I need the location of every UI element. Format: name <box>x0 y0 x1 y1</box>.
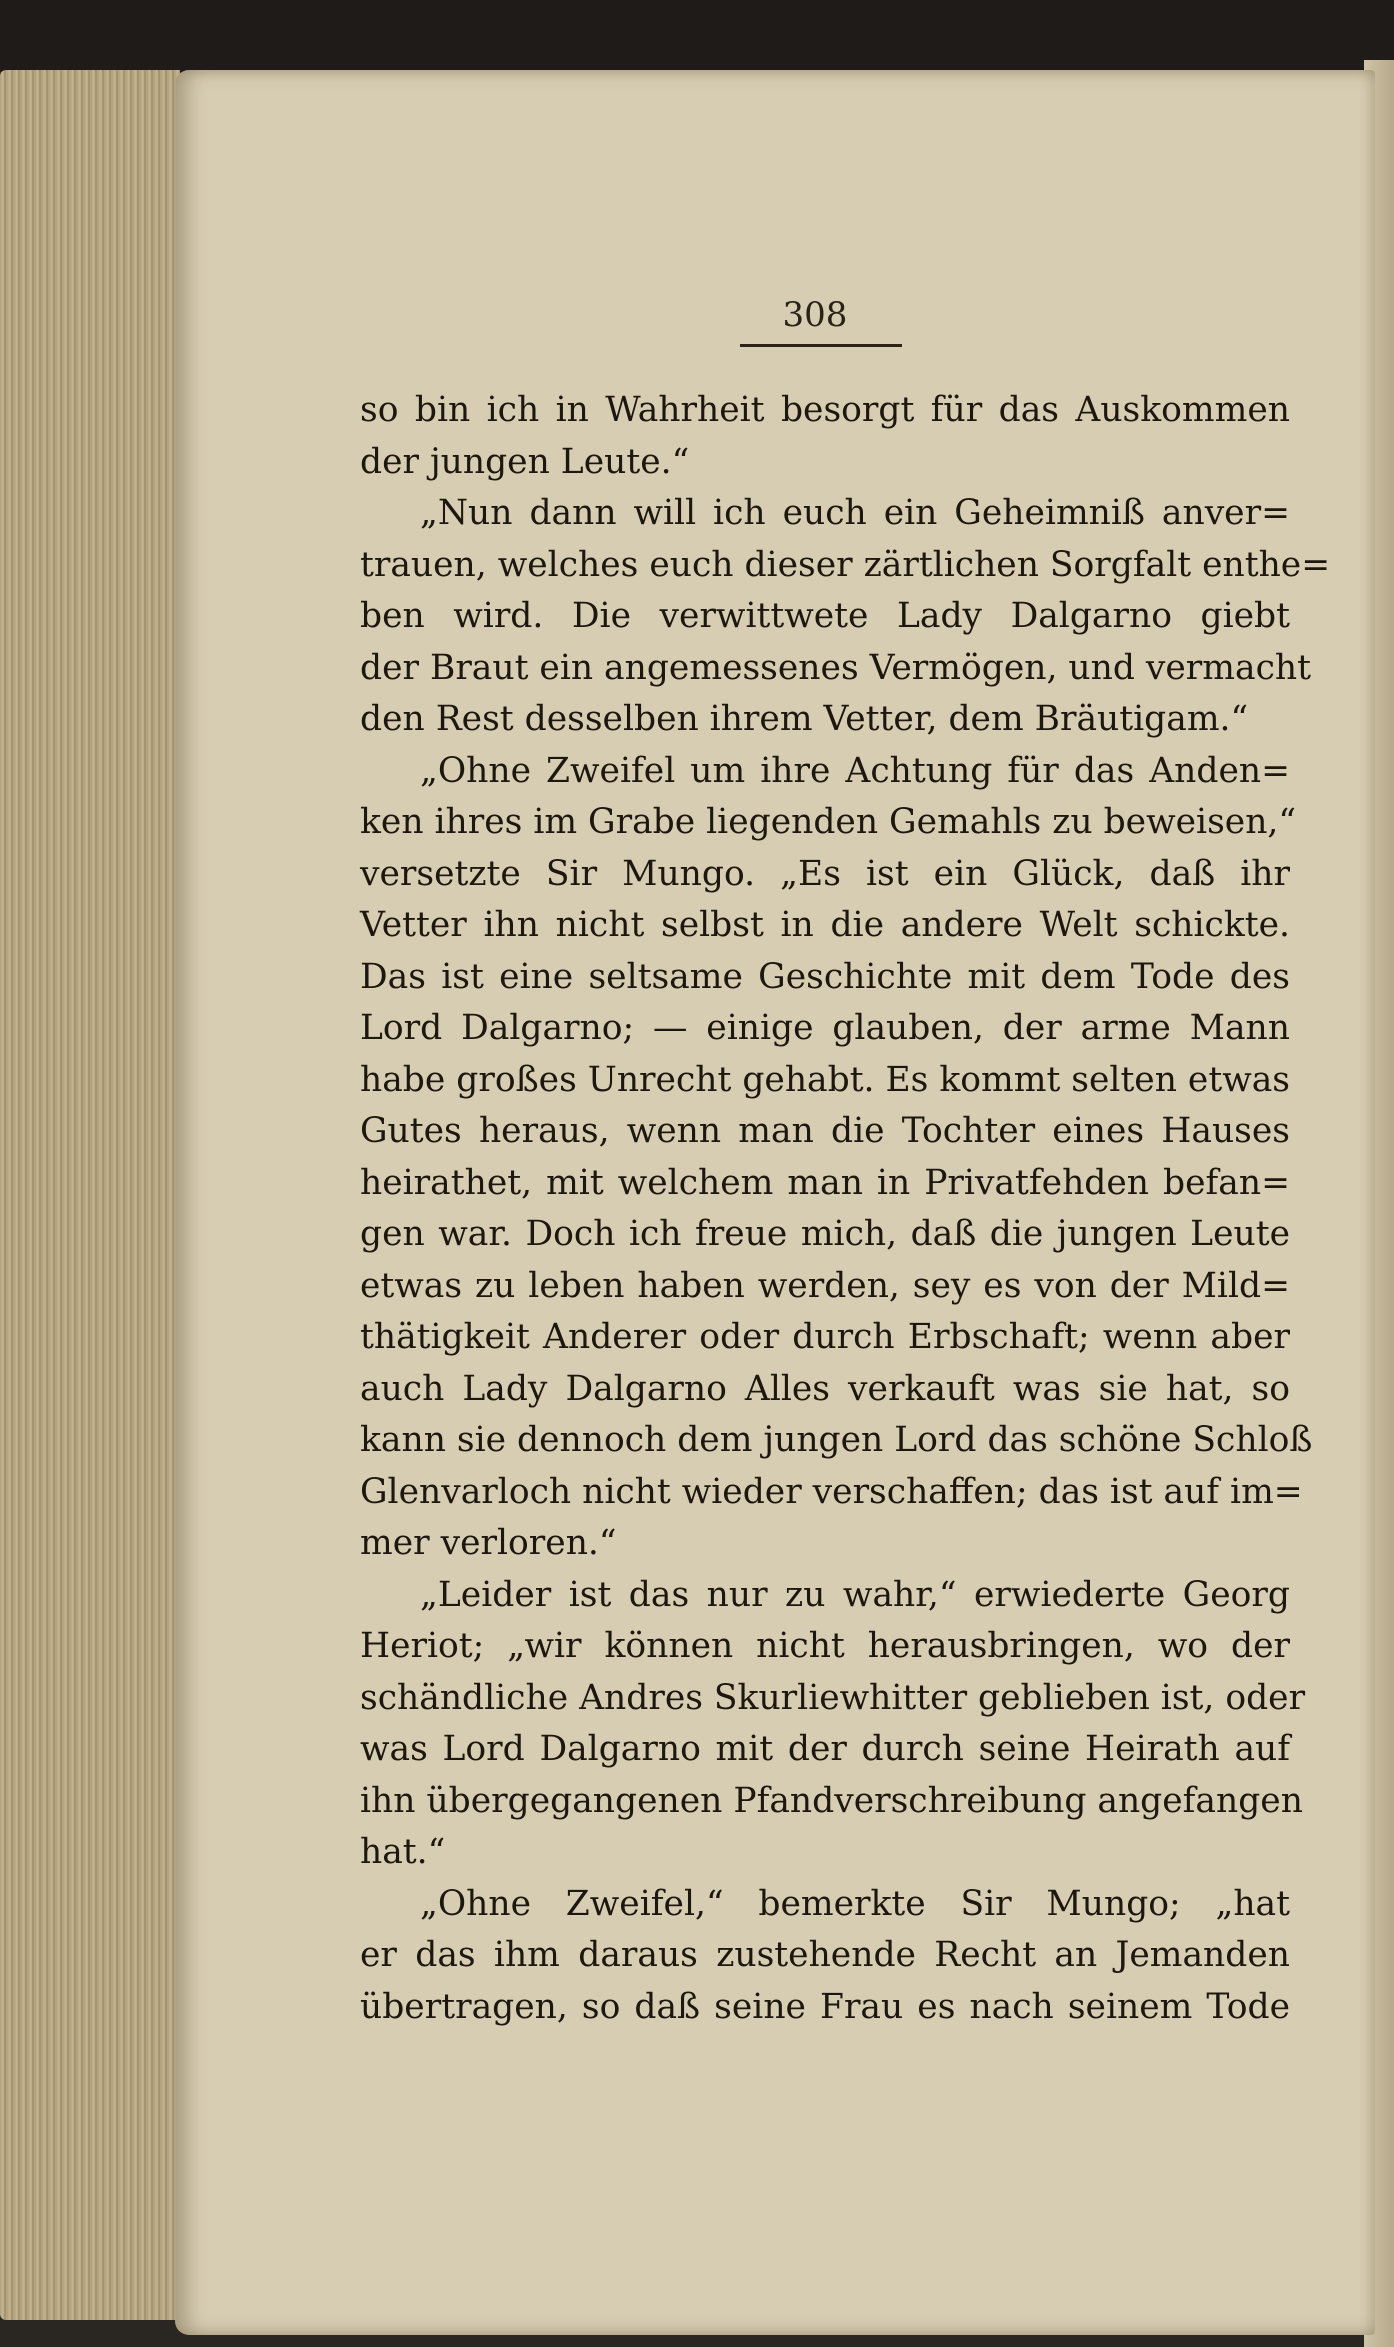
text-line: der jungen Leute.“ <box>360 441 690 482</box>
body-text <box>360 385 1331 2033</box>
text-line: Das ist eine seltsame Geschichte mit dem Tode des <box>360 956 1290 997</box>
text-line: so bin ich in Wahrheit besorgt für das Auskommen <box>360 390 1290 430</box>
text-line: heirathet, mit welchem man in Privatfehden befan= <box>360 1162 1290 1203</box>
text-line: Heriot; „wir können nicht herausbringen, wo der <box>360 1626 1290 1666</box>
page-block-edge <box>0 70 180 2320</box>
text-line: mer verloren.“ <box>360 1523 617 1563</box>
scan-background <box>0 0 1394 72</box>
text-line: was Lord Dalgarno mit der durch seine Heirath auf <box>360 1729 1290 1769</box>
text-line: „Nun dann will ich euch ein Geheimniß anver= <box>420 493 1290 533</box>
text-line: kann sie dennoch dem jungen Lord das schöne Schloß <box>360 1420 1313 1460</box>
text-line: der Braut ein angemessenes Vermögen, und vermacht <box>360 647 1311 688</box>
text-line: versetzte Sir Mungo. „Es ist ein Glück, daß ihr <box>360 853 1290 894</box>
page-number: 308 <box>782 295 848 335</box>
text-line: „Leider ist das nur zu wahr,“ erwiederte Georg <box>420 1574 1290 1615</box>
text-line: schändliche Andres Skurliewhitter geblieben ist, oder <box>360 1677 1306 1718</box>
text-line: Vetter ihn nicht selbst in die andere Welt schickte. <box>360 905 1290 945</box>
header-rule <box>740 344 902 347</box>
text-line: ben wird. Die verwittwete Lady Dalgarno giebt <box>360 596 1290 636</box>
text-line: Lord Dalgarno; — einige glauben, der arme Mann <box>360 1008 1290 1048</box>
text-line: ihn übergegangenen Pfandverschreibung angefangen <box>360 1780 1303 1821</box>
text-line: thätigkeit Anderer oder durch Erbschaft; wenn aber <box>360 1317 1290 1357</box>
text-line: übertragen, so daß seine Frau es nach seinem Tode <box>360 1986 1290 2027</box>
text-line: etwas zu leben haben werden, sey es von der Mild= <box>360 1265 1290 1306</box>
text-line: „Ohne Zweifel um ihre Achtung für das Anden= <box>420 750 1290 791</box>
text-line: ken ihres im Grabe liegenden Gemahls zu beweisen,“ <box>360 802 1297 842</box>
text-line: auch Lady Dalgarno Alles verkauft was sie hat, so <box>360 1368 1290 1409</box>
text-line: hat.“ <box>360 1832 446 1872</box>
text-line: Glenvarloch nicht wieder verschaffen; das ist auf im= <box>360 1471 1303 1512</box>
text-line: er das ihm daraus zustehende Recht an Jemanden <box>360 1935 1290 1975</box>
text-line: habe großes Unrecht gehabt. Es kommt selten etwas <box>360 1059 1290 1100</box>
text-line: den Rest desselben ihrem Vetter, dem Bräutigam.“ <box>360 699 1249 739</box>
text-line: trauen, welches euch dieser zärtlichen Sorgfalt enthe= <box>360 544 1331 585</box>
text-line: Gutes heraus, wenn man die Tochter eines Hauses <box>360 1111 1290 1151</box>
text-line: „Ohne Zweifel,“ bemerkte Sir Mungo; „hat <box>420 1883 1290 1924</box>
text-line: gen war. Doch ich freue mich, daß die jungen Leute <box>360 1214 1290 1254</box>
